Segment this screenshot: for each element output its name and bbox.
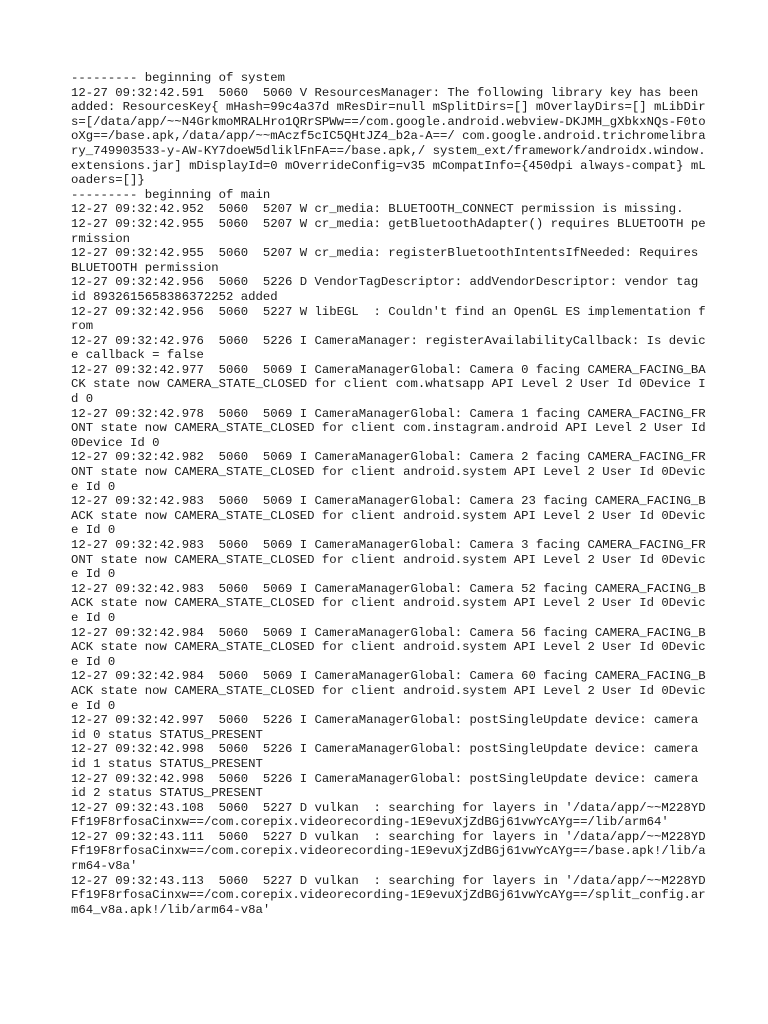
log-entry: 12-27 09:32:42.984 5060 5069 I CameraManagerGlobal: Camera 60 facing CAMERA_FACING_BACK state now CAMERA_STATE_CLOSED for client android.system API Level 2 User Id 0Device Id 0 [71, 669, 706, 713]
log-entry: 12-27 09:32:42.956 5060 5226 D VendorTagDescriptor: addVendorDescriptor: vendor tag id 8932615658386372252 added [71, 275, 706, 304]
log-entry: 12-27 09:32:42.984 5060 5069 I CameraManagerGlobal: Camera 56 facing CAMERA_FACING_BACK state now CAMERA_STATE_CLOSED for client android.system API Level 2 User Id 0Device Id 0 [71, 625, 706, 669]
log-entry: 12-27 09:32:42.983 5060 5069 I CameraManagerGlobal: Camera 3 facing CAMERA_FACING_FRONT state now CAMERA_STATE_CLOSED for client android.system API Level 2 User Id 0Device Id 0 [71, 538, 706, 582]
log-entry: 12-27 09:32:42.591 5060 5060 V ResourcesManager: The following library key has been added: ResourcesKey{ mHash=99c4a37d mResDir=null mSplitDirs=[] mOverlayDirs=[] mLibDirs=[/data/app/~~N4GrkmoMRALHro1QRrSPWw==/com.google.android.webview-DKJMH_gXbkxNQs-F0tooXg==/base.apk,/data/app/~~mAczf5cIC5QHtJZ4_b2a-A==/ com.google.android.trichromelibrary_749903533-y-AW-KY7doeW5dliklFnFA==/base.apk,/ system_ext/framework/androidx.window.extensions.jar] mDisplayId=0 mOverrideConfig=v35 mCompatInfo={450dpi always-compat} mLoaders=[]} [71, 85, 706, 188]
log-entry: 12-27 09:32:42.952 5060 5207 W cr_media: BLUETOOTH_CONNECT permission is missing. [71, 202, 684, 217]
log-section-header: --------- beginning of main [71, 187, 271, 202]
log-entry: 12-27 09:32:42.997 5060 5226 I CameraManagerGlobal: postSingleUpdate device: camera id 0 status STATUS_PRESENT [71, 713, 706, 742]
log-entry: 12-27 09:32:43.108 5060 5227 D vulkan : searching for layers in '/data/app/~~M228YDFf19F8rfosaCinxw==/com.corepix.videorecording-1E9evuXjZdBGj61vwYcAYg==/lib/arm64' [71, 800, 706, 830]
log-entry: 12-27 09:32:43.113 5060 5227 D vulkan : searching for layers in '/data/app/~~M228YDFf19F8rfosaCinxw==/com.corepix.videorecording-1E9evuXjZdBGj61vwYcAYg==/split_config.arm64_v8a.apk!/lib/arm64-v8a' [71, 873, 706, 917]
log-entry: 12-27 09:32:42.976 5060 5226 I CameraManager: registerAvailabilityCallback: Is device callback = false [71, 333, 706, 363]
log-entry: 12-27 09:32:42.998 5060 5226 I CameraManagerGlobal: postSingleUpdate device: camera id 1 status STATUS_PRESENT [71, 742, 706, 771]
log-entry: 12-27 09:32:42.983 5060 5069 I CameraManagerGlobal: Camera 52 facing CAMERA_FACING_BACK state now CAMERA_STATE_CLOSED for client android.system API Level 2 User Id 0Device Id 0 [71, 581, 706, 625]
log-entry: 12-27 09:32:42.977 5060 5069 I CameraManagerGlobal: Camera 0 facing CAMERA_FACING_BACK state now CAMERA_STATE_CLOSED for client com.whatsapp API Level 2 User Id 0Device Id 0 [71, 362, 706, 407]
log-entry: 12-27 09:32:42.983 5060 5069 I CameraManagerGlobal: Camera 23 facing CAMERA_FACING_BACK state now CAMERA_STATE_CLOSED for client android.system API Level 2 User Id 0Device Id 0 [71, 494, 706, 538]
log-document [71, 71, 714, 917]
log-entry: 12-27 09:32:42.998 5060 5226 I CameraManagerGlobal: postSingleUpdate device: camera id 2 status STATUS_PRESENT [71, 771, 706, 801]
log-entry: 12-27 09:32:43.111 5060 5227 D vulkan : searching for layers in '/data/app/~~M228YDFf19F8rfosaCinxw==/com.corepix.videorecording-1E9evuXjZdBGj61vwYcAYg==/base.apk!/lib/arm64-v8a' [71, 829, 706, 874]
log-entry: 12-27 09:32:42.956 5060 5227 W libEGL : Couldn't find an OpenGL ES implementation from [71, 304, 706, 334]
log-entry: 12-27 09:32:42.978 5060 5069 I CameraManagerGlobal: Camera 1 facing CAMERA_FACING_FRONT state now CAMERA_STATE_CLOSED for client com.instagram.android API Level 2 User Id 0Device Id 0 [71, 406, 714, 450]
log-section-header: --------- beginning of system [71, 71, 286, 85]
log-entry: 12-27 09:32:42.955 5060 5207 W cr_media: getBluetoothAdapter() requires BLUETOOTH permission [71, 216, 706, 246]
log-entry: 12-27 09:32:42.955 5060 5207 W cr_media: registerBluetoothIntentsIfNeeded: Requires BLUETOOTH permission [71, 246, 706, 275]
log-entry: 12-27 09:32:42.982 5060 5069 I CameraManagerGlobal: Camera 2 facing CAMERA_FACING_FRONT state now CAMERA_STATE_CLOSED for client android.system API Level 2 User Id 0Device Id 0 [71, 450, 706, 494]
